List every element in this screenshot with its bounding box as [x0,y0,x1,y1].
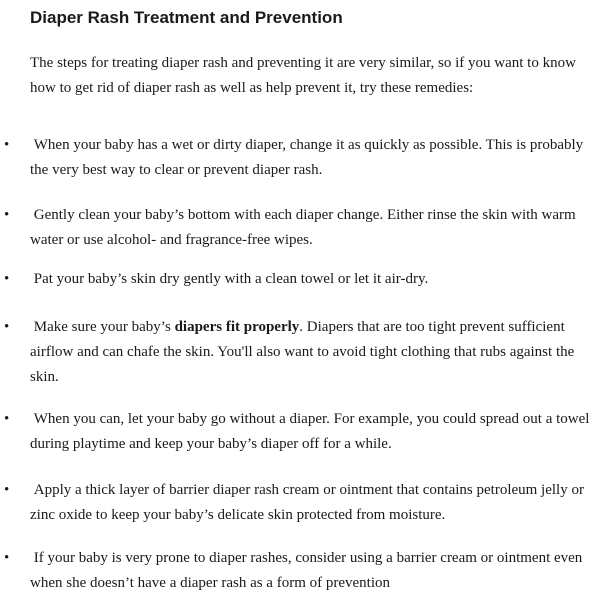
bullet-icon: • [4,411,10,427]
list-item-text: Gently clean your baby’s bottom with each diaper change. Either rinse the skin with warm water or use alcohol- and fragrance-free wipes. [30,207,576,248]
article-title: Diaper Rash Treatment and Prevention [30,8,343,27]
list-item-text: When you can, let your baby go without a diaper. For example, you could spread out a towel during playtime and keep your baby’s diaper off for a while. [30,411,590,452]
bullet-icon: • [4,482,10,498]
list-item-text-end: . Diapers that are too tight prevent sufficient airflow and can chafe the skin. You'll also want to avoid tight clothing that rubs against the skin. [30,319,575,385]
list-item-text: If your baby is very prone to diaper rashes, consider using a barrier cream or ointment even when she doesn’t have a diaper rash as a form of prevention [30,550,583,591]
intro-paragraph: The steps for treating diaper rash and preventing it are very similar, so if you want to know how to get rid of diaper rash as well as help prevent it, try these remedies: [30,55,576,96]
list-item-text: Pat your baby’s skin dry gently with a clean towel or let it air-dry. [33,271,429,287]
bullet-icon: • [4,550,10,566]
diapers-fit-properly-link[interactable]: diapers fit properly [174,319,300,335]
bullet-icon: • [4,137,10,153]
bullet-icon: • [4,319,10,335]
bullet-icon: • [4,271,10,287]
list-item-text: When your baby has a wet or dirty diaper, change it as quickly as possible. This is probably the very best way to clear or prevent diaper rash. [30,137,584,178]
list-item-text [30,315,595,390]
bullet-icon: • [4,207,10,223]
list-item-text: Apply a thick layer of barrier diaper rash cream or ointment that contains petroleum jelly or zinc oxide to keep your baby’s delicate skin protected from moisture. [30,482,584,523]
list-item-text-start: Make sure your baby’s [33,319,175,335]
